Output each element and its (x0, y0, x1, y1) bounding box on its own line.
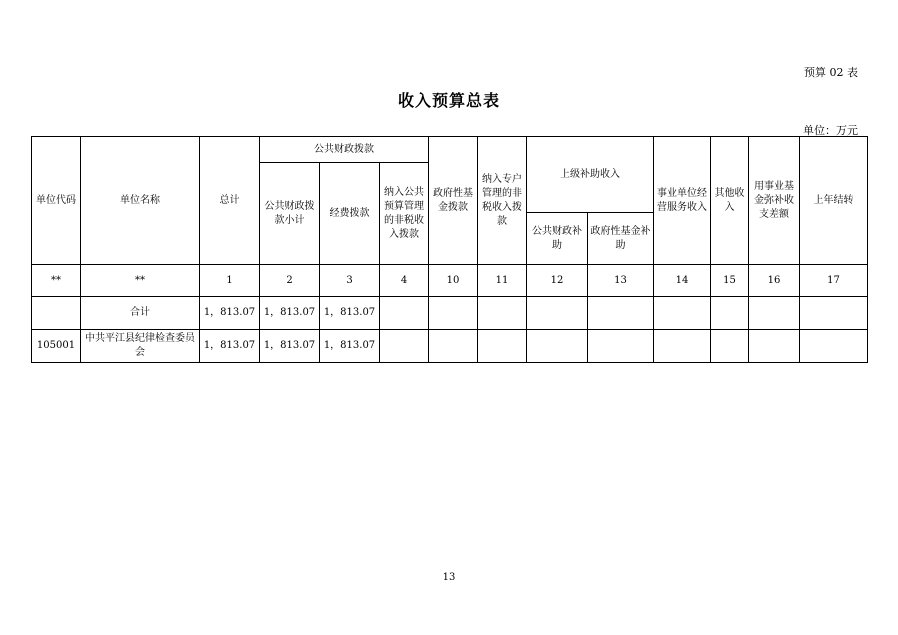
table-row (32, 297, 868, 330)
row-subtotal: 1，813.07 (260, 330, 320, 363)
header-other-income: 其他收入 (711, 137, 749, 265)
header-carry-forward: 上年结转 (800, 137, 868, 265)
index-cell: 12 (527, 265, 588, 297)
index-cell: 16 (749, 265, 800, 297)
row-name: 中共平江县纪律检查委员会 (81, 330, 200, 363)
header-public-fiscal: 公共财政拨款 (260, 137, 429, 163)
empty-cell (711, 330, 749, 363)
header-gov-fund-subsidy: 政府性基金补助 (588, 213, 654, 265)
empty-cell (588, 330, 654, 363)
page-number: 13 (442, 572, 456, 583)
index-cell: 4 (380, 265, 429, 297)
header-unit-code: 单位代码 (32, 137, 81, 265)
header-superior-subsidy: 上级补助收入 (527, 137, 654, 213)
empty-cell (478, 297, 527, 330)
header-unit-name: 单位名称 (81, 137, 200, 265)
form-code: 预算 02 表 (804, 66, 858, 79)
index-cell: 17 (800, 265, 868, 297)
empty-cell (800, 297, 868, 330)
index-cell: 10 (429, 265, 478, 297)
empty-cell (527, 297, 588, 330)
empty-cell (527, 330, 588, 363)
header-public-fiscal-subtotal: 公共财政拨款小计 (260, 163, 320, 265)
index-cell: 11 (478, 265, 527, 297)
empty-cell (429, 297, 478, 330)
row-funding: 1，813.07 (320, 297, 380, 330)
row-total: 1，813.07 (200, 330, 260, 363)
header-special-nontax: 纳入专户管理的非税收入拨款 (478, 137, 527, 265)
income-budget-table (31, 136, 868, 363)
row-subtotal: 1，813.07 (260, 297, 320, 330)
empty-cell (800, 330, 868, 363)
row-funding: 1，813.07 (320, 330, 380, 363)
index-cell: ** (32, 265, 81, 297)
header-gov-fund: 政府性基金拨款 (429, 137, 478, 265)
header-funding: 经费拨款 (320, 163, 380, 265)
index-cell: 13 (588, 265, 654, 297)
empty-cell (478, 330, 527, 363)
header-non-tax-into-budget: 纳入公共预算管理的非税收入拨款 (380, 163, 429, 265)
table-row (32, 330, 868, 363)
header-reserve-fund: 用事业基金弥补收支差额 (749, 137, 800, 265)
index-cell: 2 (260, 265, 320, 297)
empty-cell (429, 330, 478, 363)
empty-cell (749, 297, 800, 330)
empty-cell (380, 297, 429, 330)
row-code (32, 297, 81, 330)
empty-cell (588, 297, 654, 330)
empty-cell (654, 297, 711, 330)
index-cell: 15 (711, 265, 749, 297)
header-total: 总计 (200, 137, 260, 265)
row-code: 105001 (32, 330, 81, 363)
index-cell: 3 (320, 265, 380, 297)
row-total: 1，813.07 (200, 297, 260, 330)
index-cell: 14 (654, 265, 711, 297)
header-business-income: 事业单位经营服务收入 (654, 137, 711, 265)
empty-cell (711, 297, 749, 330)
index-row (32, 265, 868, 297)
page-title: 收入预算总表 (397, 91, 500, 110)
row-name: 合计 (81, 297, 200, 330)
empty-cell (749, 330, 800, 363)
header-public-fiscal-subsidy: 公共财政补助 (527, 213, 588, 265)
empty-cell (380, 330, 429, 363)
unit-label: 单位：万元 (803, 124, 858, 137)
empty-cell (654, 330, 711, 363)
index-cell: 1 (200, 265, 260, 297)
index-cell: ** (81, 265, 200, 297)
